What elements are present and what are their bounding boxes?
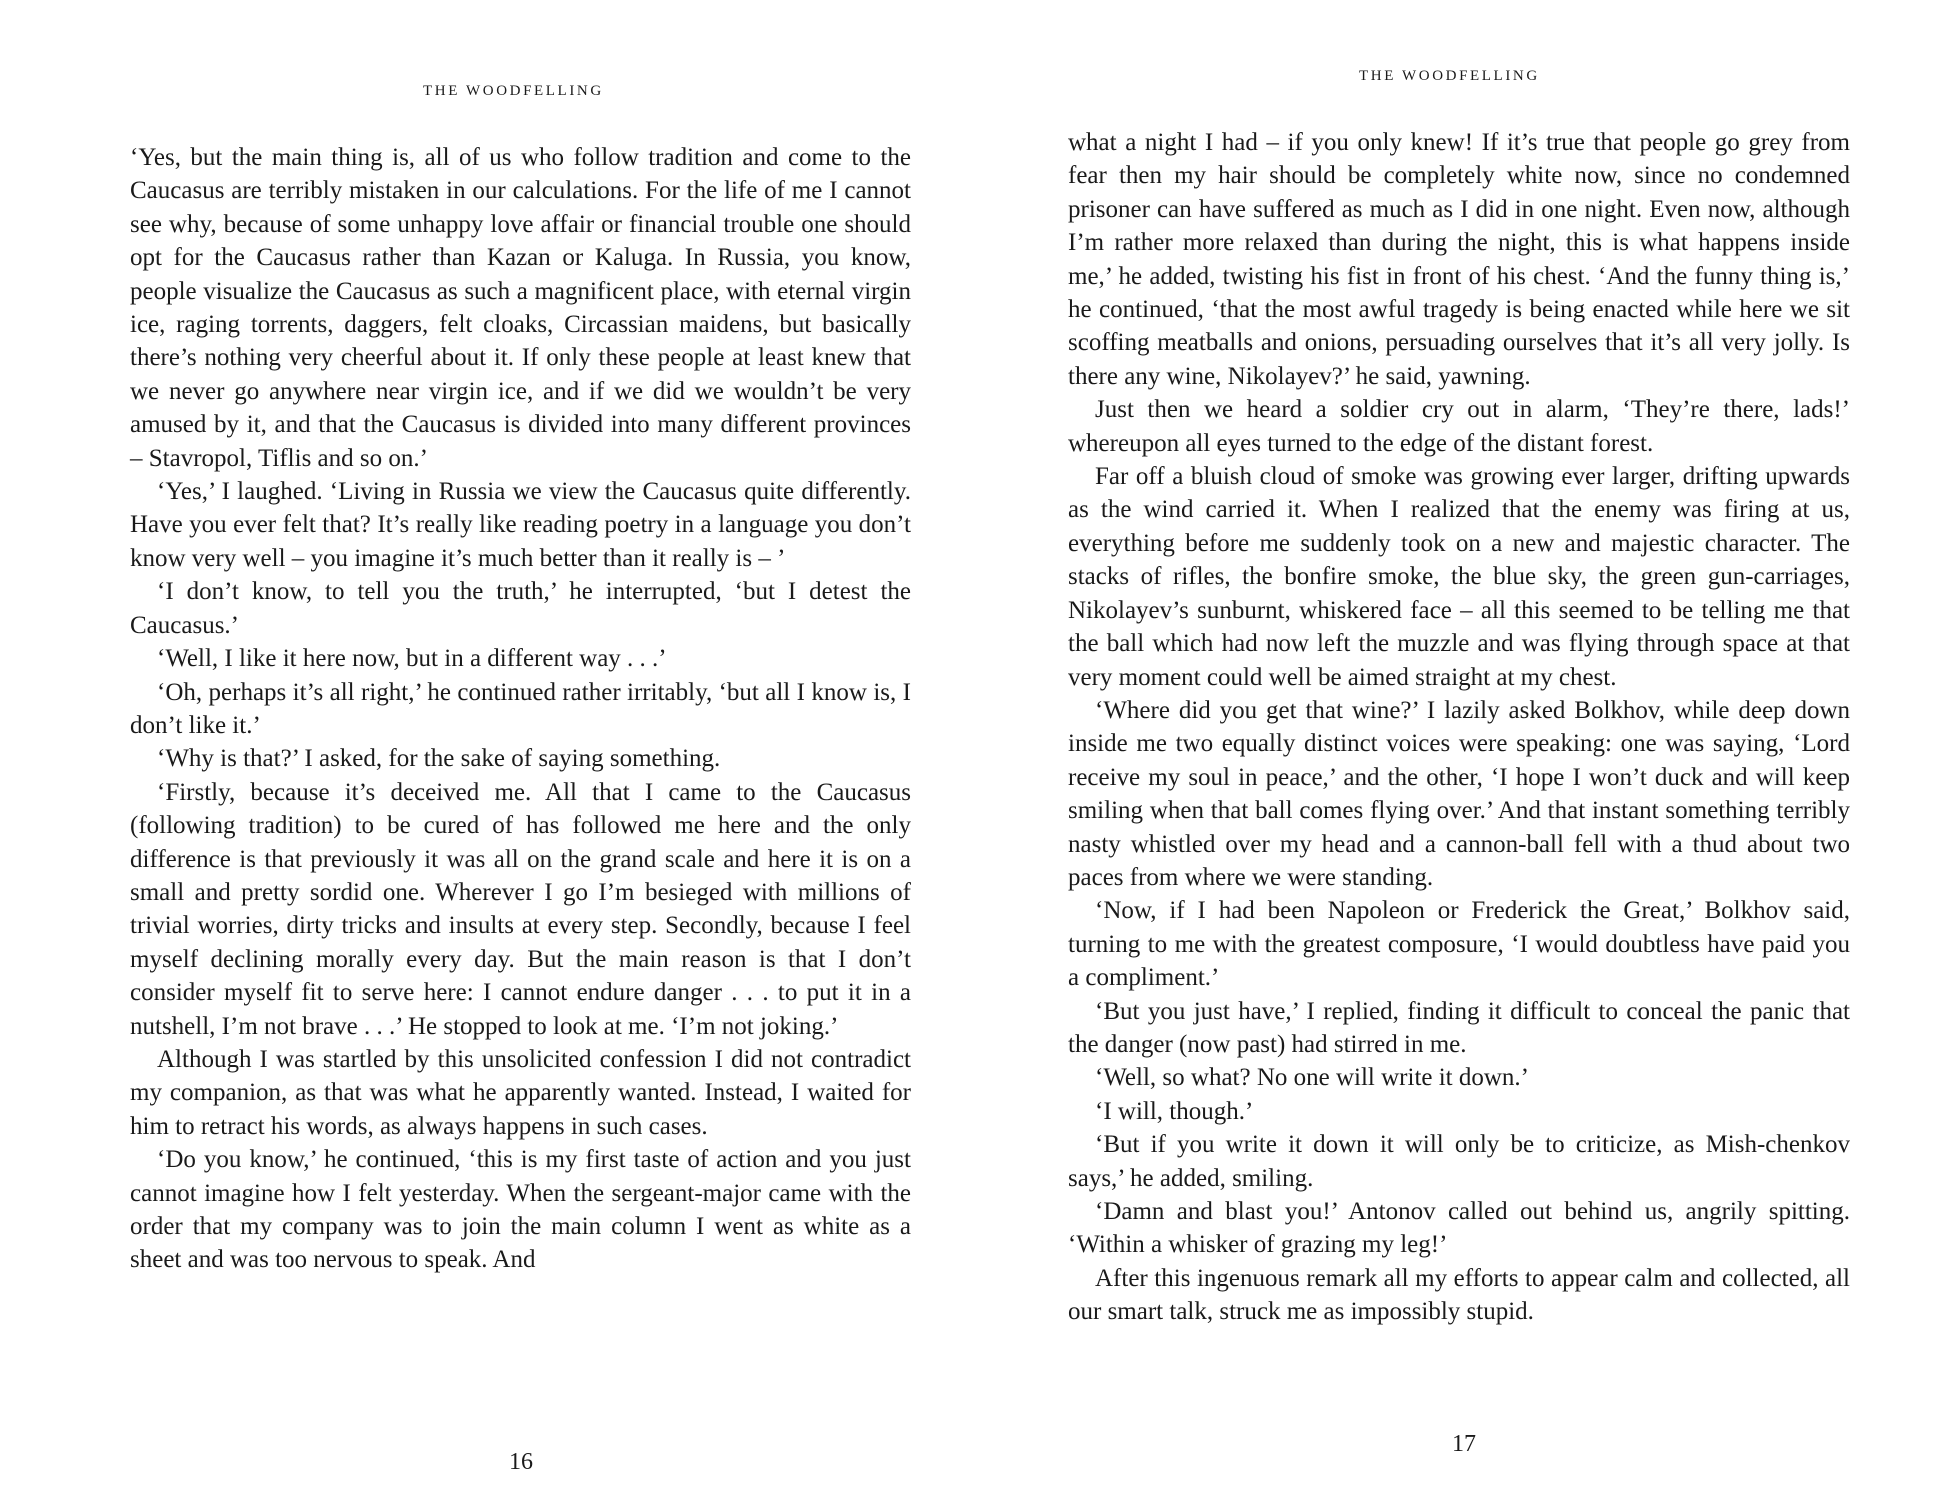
paragraph: ‘Yes,’ I laughed. ‘Living in Russia we view the Caucasus quite differently. Have you ever felt that? It’s really like reading poetry in a language you don’t know very well – you imagine it’s much better than it really is – ’ — [130, 478, 911, 572]
paragraph: what a night I had – if you only knew! If it’s true that people go grey from fear then my hair should be completely white now, since no condemned prisoner can have suffered as much as I did in one night. Even now, although I’m rather more relaxed than during the night, this is what happens inside me,’ he added, twisting his fist in front of his chest. ‘And the funny thing is,’ he continued, ‘that the most awful tragedy is being enacted while here we sit scoffing meatballs and onions, persuading ourselves that it’s all very jolly. Is there any wine, Nikolayev?’ he said, yawning. — [1068, 129, 1850, 390]
paragraph: ‘Damn and blast you!’ Antonov called out behind us, angrily spitting. ‘Within a whisker of grazing my leg!’ — [1068, 1198, 1850, 1259]
body-text-left — [130, 141, 911, 1277]
running-head-right: THE WOODFELLING — [1359, 68, 1540, 84]
paragraph: Although I was startled by this unsolicited confession I did not contradict my companion, as that was what he apparently wanted. Instead, I waited for him to retract his words, as always happens in such cases. — [130, 1045, 911, 1140]
paragraph: ‘Well, I like it here now, but in a different way . . .’ — [157, 645, 667, 673]
paragraph: ‘Now, if I had been Napoleon or Frederick the Great,’ Bolkhov said, turning to me with the greatest composure, ‘I would doubtless have paid you a compliment.’ — [1068, 897, 1850, 992]
paragraph: After this ingenuous remark all my efforts to appear calm and collected, all our smart talk, struck me as impossibly stupid. — [1068, 1264, 1850, 1326]
right-page — [972, 0, 1945, 1512]
paragraph: ‘But you just have,’ I replied, finding it difficult to conceal the panic that the danger (now past) had stirred in me. — [1068, 997, 1850, 1058]
paragraph: ‘Where did you get that wine?’ I lazily asked Bolkhov, while deep down inside me two equally distinct voices were speaking: one was saying, ‘Lord receive my soul in peace,’ and the other, ‘I hope I won’t duck and will keep smiling when that ball comes flying over.’ And that instant something terribly nasty whistled over my head and a cannon-ball fell with a thud about two paces from where we were standing. — [1068, 696, 1850, 891]
page-number-right: 17 — [1452, 1431, 1476, 1457]
left-page — [0, 0, 972, 1512]
paragraph: Far off a bluish cloud of smoke was growing ever larger, drifting upwards as the wind carried it. When I realized that the enemy was firing at us, everything before me suddenly took on a new and majestic character. The stacks of rifles, the bonfire smoke, the blue sky, the green gun-carriages, Nikolayev’s sunburnt, whiskered face – all this seemed to be telling me that the ball which had now left the muzzle and was flying through space at that very moment could well be aimed straight at my chest. — [1068, 463, 1850, 691]
paragraph: ‘Well, so what? No one will write it down.’ — [1095, 1064, 1530, 1092]
body-text-right — [1068, 126, 1850, 1329]
paragraph: ‘Firstly, because it’s deceived me. All that I came to the Caucasus (following tradition) to be cured of has followed me here and the only difference is that previously it was all on the grand scale and here it is on a small and pretty sordid one. Wherever I go I’m besieged with millions of trivial worries, dirty tricks and insults at every step. Secondly, because I feel myself declining morally every day. But the main reason is that I don’t consider myself fit to serve here: I cannot endure danger . . . to put it in a nutshell, I’m not brave . . .’ He stopped to look at me. ‘I’m not joking.’ — [130, 778, 911, 1040]
page-number-left: 16 — [509, 1449, 533, 1475]
paragraph: ‘I don’t know, to tell you the truth,’ he interrupted, ‘but I detest the Caucasus.’ — [130, 578, 911, 639]
paragraph: ‘Do you know,’ he continued, ‘this is my first taste of action and you just cannot imagine how I felt yesterday. When the sergeant-major came with the order that my company was to join the main column I went as white as a sheet and was too nervous to speak. And — [130, 1146, 911, 1274]
paragraph: ‘Oh, perhaps it’s all right,’ he continued rather irritably, ‘but all I know is, I don’t like it.’ — [130, 678, 911, 739]
paragraph: ‘Why is that?’ I asked, for the sake of saying something. — [157, 745, 721, 773]
paragraph: ‘Yes, but the main thing is, all of us who follow tradition and come to the Caucasus are terribly mistaken in our calculations. For the life of me I cannot see why, because of some unhappy love affair or financial trouble one should opt for the Caucasus rather than Kazan or Kaluga. In Russia, you know, people visualize the Caucasus as such a magnificent place, with eternal virgin ice, raging torrents, daggers, felt cloaks, Circassian maidens, but basically there’s nothing very cheerful about it. If only these people at least knew that we never go anywhere near virgin ice, and if we did we wouldn’t be very amused by it, and that the Caucasus is divided into many different provinces – Stavropol, Tiflis and so on.’ — [130, 144, 911, 472]
paragraph: ‘I will, though.’ — [1095, 1097, 1254, 1125]
paragraph: Just then we heard a soldier cry out in alarm, ‘They’re there, lads!’ whereupon all eyes turned to the edge of the distant forest. — [1068, 396, 1850, 457]
running-head-left: THE WOODFELLING — [423, 83, 604, 99]
paragraph: ‘But if you write it down it will only be to criticize, as Mish-chenkov says,’ he added, smiling. — [1068, 1131, 1850, 1192]
